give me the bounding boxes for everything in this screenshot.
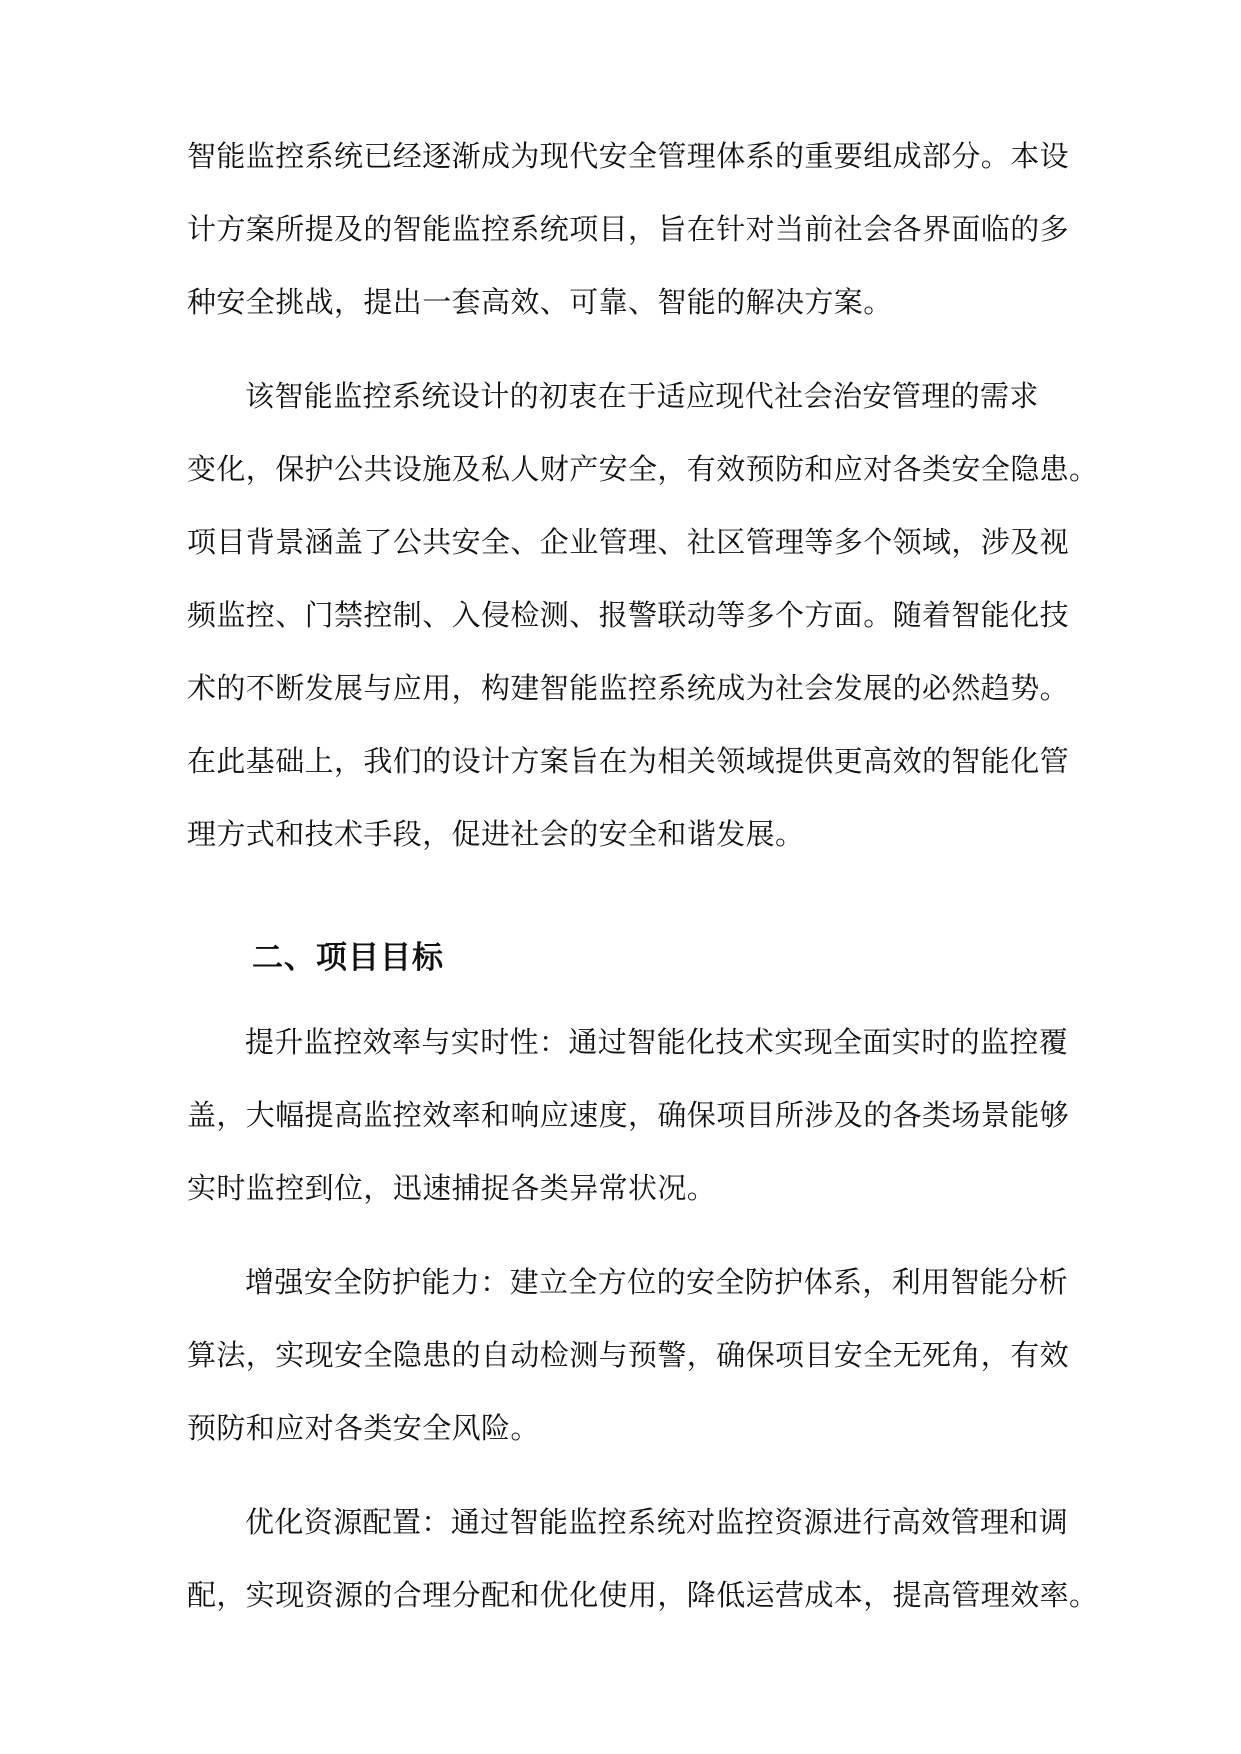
paragraph-line: 智能监控系统已经逐渐成为现代安全管理体系的重要组成部分。本设 — [187, 139, 1070, 173]
paragraph-line: 盖，大幅提高监控效率和响应速度，确保项目所涉及的各类场景能够 — [187, 1098, 1070, 1132]
section-heading: 二、项目目标 — [252, 940, 444, 976]
paragraph-line: 该智能监控系统设计的初衷在于适应现代社会治安管理的需求 — [245, 379, 1039, 413]
paragraph-line: 理方式和技术手段，促进社会的安全和谐发展。 — [187, 817, 805, 851]
paragraph-line: 术的不断发展与应用，构建智能监控系统成为社会发展的必然趋势。 — [187, 671, 1070, 705]
paragraph-line: 优化资源配置：通过智能监控系统对监控资源进行高效管理和调 — [245, 1505, 1069, 1539]
paragraph-line: 预防和应对各类安全风险。 — [187, 1411, 540, 1445]
paragraph-line: 变化，保护公共设施及私人财产安全，有效预防和应对各类安全隐患。 — [187, 452, 1099, 486]
paragraph-line: 项目背景涵盖了公共安全、企业管理、社区管理等多个领域，涉及视 — [187, 525, 1070, 559]
paragraph-line: 算法，实现安全隐患的自动检测与预警，确保项目安全无死角，有效 — [187, 1338, 1070, 1372]
paragraph-line: 配，实现资源的合理分配和优化使用，降低运营成本，提高管理效率。 — [187, 1578, 1099, 1612]
paragraph-line: 种安全挑战，提出一套高效、可靠、智能的解决方案。 — [187, 285, 893, 319]
paragraph-line: 在此基础上，我们的设计方案旨在为相关领域提供更高效的智能化管 — [187, 744, 1070, 778]
paragraph-line: 计方案所提及的智能监控系统项目，旨在针对当前社会各界面临的多 — [187, 212, 1070, 246]
paragraph-line: 增强安全防护能力：建立全方位的安全防护体系，利用智能分析 — [245, 1265, 1069, 1299]
paragraph-line: 实时监控到位，迅速捕捉各类异常状况。 — [187, 1171, 717, 1205]
paragraph-line: 提升监控效率与实时性：通过智能化技术实现全面实时的监控覆 — [245, 1025, 1069, 1059]
paragraph-line: 频监控、门禁控制、入侵检测、报警联动等多个方面。随着智能化技 — [187, 598, 1070, 632]
